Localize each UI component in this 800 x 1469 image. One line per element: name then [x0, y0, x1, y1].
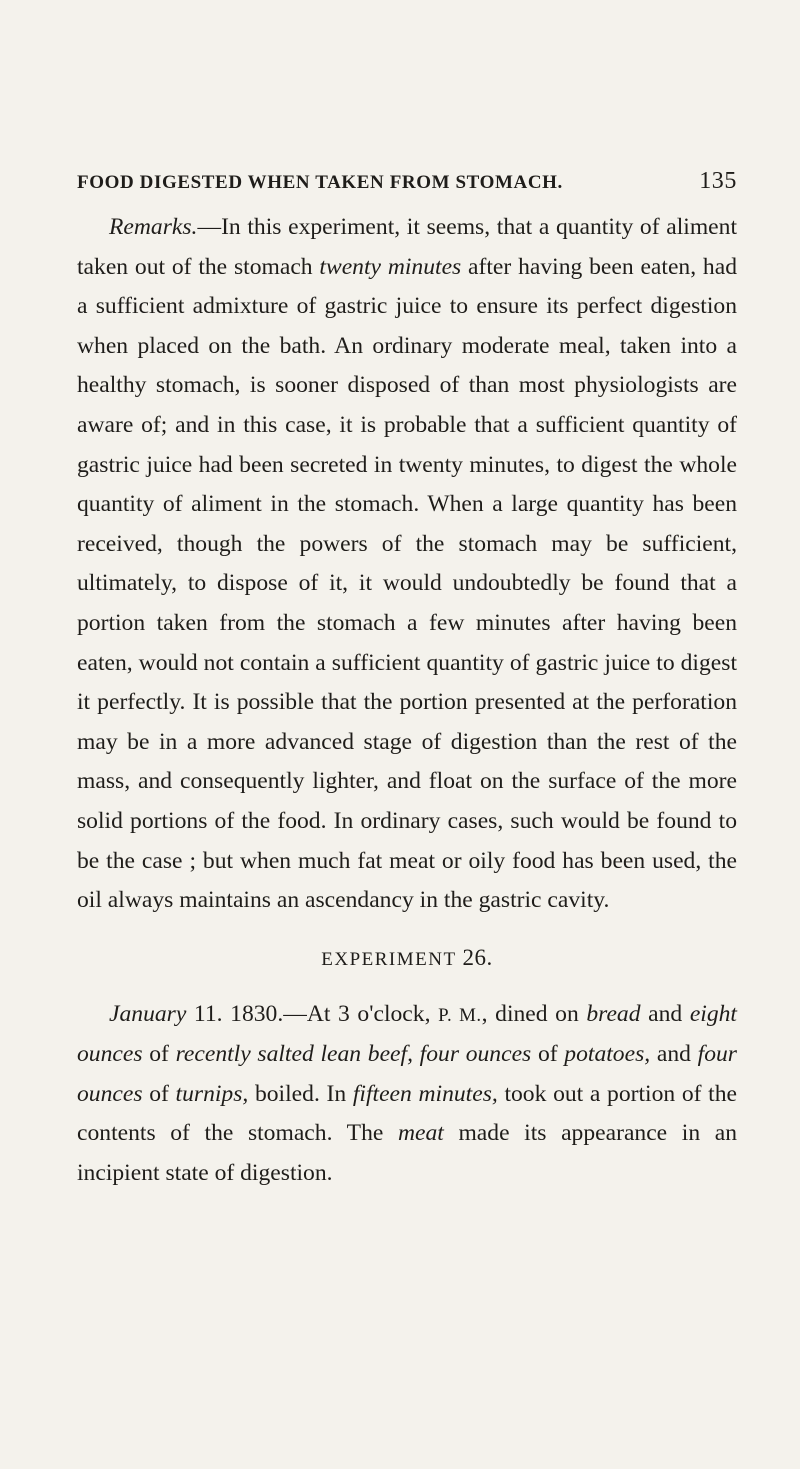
- exp-em-2: eight ounces: [77, 1000, 737, 1068]
- exp-text-3: and: [640, 1000, 690, 1027]
- experiment-heading-number: 26.: [462, 944, 493, 970]
- exp-em-4: potatoes,: [564, 1041, 651, 1068]
- exp-em-6: turnips,: [175, 1080, 249, 1107]
- exp-em-5: four ounces: [77, 1041, 737, 1107]
- exp-text-8: boiled. In: [248, 1080, 353, 1107]
- exp-text-6: and: [650, 1041, 698, 1068]
- page-number: 135: [699, 168, 737, 194]
- exp-em-7: fifteen minutes,: [352, 1080, 498, 1107]
- experiment-heading: [77, 943, 737, 975]
- running-head: [77, 168, 737, 208]
- exp-text-10: made its appearance in an incipient state of digestion.: [77, 1120, 737, 1187]
- exp-text-4: of: [142, 1041, 176, 1068]
- remarks-paragraph: [77, 208, 737, 921]
- exp-pm: P. M.: [438, 1004, 482, 1026]
- remarks-emphasis: twenty minutes: [319, 253, 462, 280]
- experiment-paragraph: [77, 995, 737, 1194]
- exp-text-5: of: [531, 1041, 565, 1068]
- exp-text-2: , dined on: [481, 1000, 587, 1027]
- exp-text-7: of: [142, 1080, 176, 1107]
- exp-em-8: meat: [397, 1120, 444, 1147]
- exp-text-9: took out a portion of the contents of the stomach. The: [77, 1080, 738, 1147]
- remarks-label: Remarks.: [109, 214, 198, 240]
- exp-em-3: recently salted lean beef, four ounces: [175, 1041, 532, 1068]
- remarks-text-1: —In this experiment, it seems, that a quantity of aliment taken out of the stomach: [77, 214, 737, 280]
- exp-em-1: bread: [586, 1000, 641, 1027]
- experiment-date-rest: 11. 1830.: [186, 1000, 284, 1027]
- experiment-heading-word: EXPERIMENT: [321, 948, 457, 970]
- running-head-title: FOOD DIGESTED WHEN TAKEN FROM STOMACH.: [77, 172, 563, 193]
- remarks-text-2: after having been eaten, had a sufficient admixture of gastric juice to ensure its perfect digestion when placed on the bath. An ordinary moderate meal, taken into a healthy stomach, is sooner disposed of than most physiologists are aware of; and in this case, it is probable that a sufficient quantity of gastric juice had been secreted in twenty minutes, to digest the whole quantity of aliment in the stomach. When a large quantity has been received, though the powers of the stomach may be sufficient, ultimately, to dispose of it, it would undoubtedly be found that a portion taken from the stomach a few minutes after having been eaten, would not contain a sufficient quantity of gastric juice to digest it perfectly. It is possible that the portion presented at the perforation may be in a more advanced stage of digestion than the rest of the mass, and consequently lighter, and float on the surface of the more solid portions of the food. In ordinary cases, such would be found to be the case ; but when much fat meat or oily food has been used, the oil always maintains an ascendancy in the gastric cavity.: [77, 253, 737, 914]
- exp-text-1: —At 3 o'clock,: [283, 1000, 439, 1027]
- book-page: [77, 168, 737, 1194]
- experiment-date-month: January: [109, 1000, 187, 1027]
